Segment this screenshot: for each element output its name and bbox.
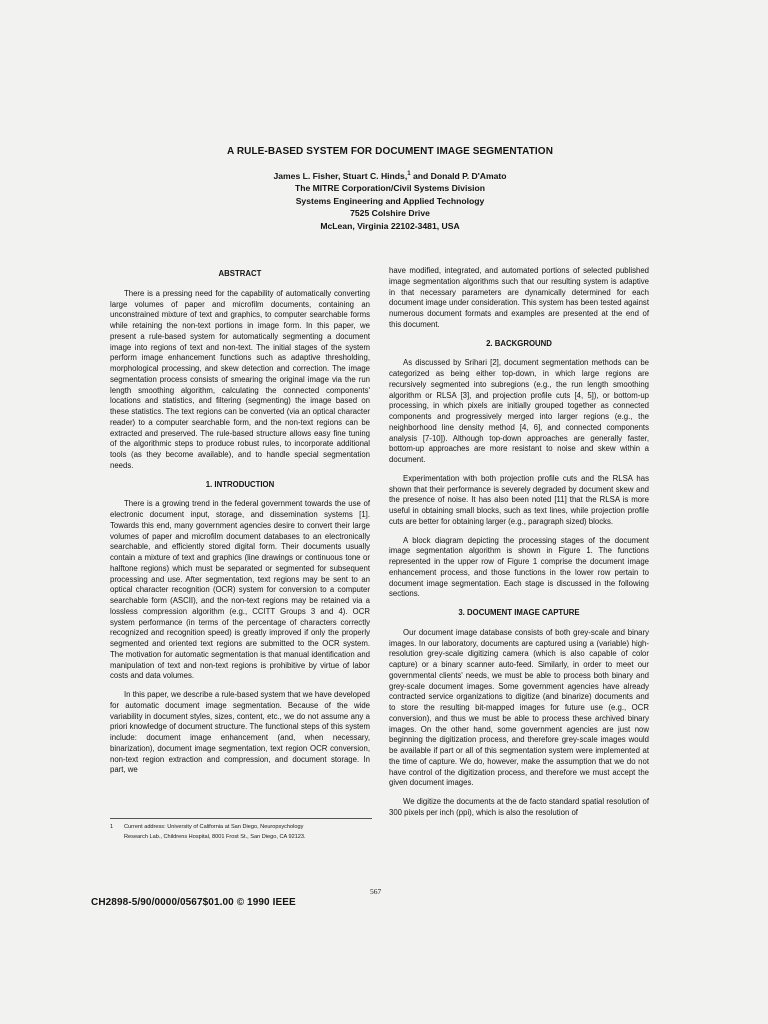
paper-title: A RULE-BASED SYSTEM FOR DOCUMENT IMAGE SEGMENTATION — [226, 146, 554, 157]
address-line-1: 7525 Colshire Drive — [350, 208, 430, 219]
capture-paragraph-1: Our document image database consists of both grey-scale and binary images. In our laboratory, documents are captured using a (variable) high-resolution grey-scale digitizing camera (which is also capable of color capture) or a binary scanner auto-feed. Similarly, in order to meet our governmental clients' needs, we must be able to process both binary and grey-scale document images. Some government agencies have already contracted service organizations to digitize (and binarize) documents and to store the resulting bit-mapped images for future use (e.g., OCR conversion), and thus we must be able to process these archived binary images. On the other hand, some government agencies are just now beginning the digitization process, and therefore grey-scale images would be available if part or all of this segmentation system were implemented at the time of capture. We do, however, make the assumption that we do not have control of the digitization process, and therefore we must accept the given document images. — [389, 627, 649, 788]
abstract-heading: ABSTRACT — [218, 269, 262, 278]
author-block — [180, 170, 600, 232]
author-names-main: James L. Fisher, Stuart C. Hinds, — [273, 171, 408, 181]
abstract-text: There is a pressing need for the capability of automatically converting large volumes of paper and microfilm documents, containing an unconstrained mixture of text and graphics, to computer searchable forms while retaining the non-text portions in image form. In this paper, we present a rule-based system for automatically segmenting a document image into regions of text and non-text. The initial stages of the system perform image enhancement functions such as adaptive thresholding, morphological processing, and skew detection and correction. The image segmentation process consists of smearing the original image via the run length smoothing algorithm, calculating the connected components' locations and statistics, and filtering (segmenting) the image based on these statistics. The text regions can be converted (via an optical character reader) to a computer searchable form, and the non-text regions can be extracted and preserved. The rule-based structure allows easy fine tuning of the algorithmic steps to produce robust rules, to incorporate additional tools (as they become available), and to handle special segmentation needs. — [110, 288, 370, 470]
affiliation-line-1: The MITRE Corporation/Civil Systems Division — [294, 183, 486, 194]
background-paragraph-2: Experimentation with both projection profile cuts and the RLSA has shown that their performance is severely degraded by document skew and the presence of noise. It has also been noted [11] that the RLSA is more useful in obtaining small blocks, such as text lines, while projection profile cuts are better for obtaining larger (e.g., paragraph sized) blocks. — [389, 473, 649, 526]
introduction-heading: 1. INTRODUCTION — [205, 479, 275, 489]
introduction-paragraph-2: In this paper, we describe a rule-based system that we have developed for automatic document image segmentation. Because of the wide variability in document styles, sizes, content, etc., we do not assume any a priori knowledge of document structure. The functional steps of this system include: document image enhancement (and, when necessary, binarization), document image segmentation, text region OCR conversion, non-text region extraction and compression, and document storage. In part, we — [110, 690, 370, 775]
footnote-number: 1 — [110, 824, 114, 830]
footnote-line-1 — [110, 823, 372, 833]
author-names-rest: and Donald P. D'Amato — [410, 171, 507, 181]
background-heading: 2. BACKGROUND — [486, 338, 552, 348]
capture-heading: 3. DOCUMENT IMAGE CAPTURE — [458, 608, 580, 617]
background-paragraph-1: As discussed by Srihari [2], document segmentation methods can be categorized as being either top-down, in which large regions are recursively segmented into subregions (e.g., the run length smoothing algorithm or RLSA [3], and projection profile cuts [4, 5]), or bottom-up processing, in which pixels are initially grouped together as connected components and progressively merged into larger regions (e.g., the neighborhood line density method [4, 6], and connected components analysis [7-10]). Although top-down approaches are generally faster, bottom-up approaches are more resistant to noise and skew within a document. — [389, 358, 649, 464]
capture-paragraph-2: We digitize the documents at the de facto standard spatial resolution of 300 pixels per inch (ppi), which is also the resolution of — [389, 797, 649, 817]
footnote-marker: 1 — [407, 171, 411, 177]
introduction-paragraph-1: There is a growing trend in the federal government towards the use of electronic document input, storage, and dissemination systems [1]. Towards this end, many government agencies desire to convert their large volumes of paper and microfilm document databases to an electronically searchable, and efficiently stored digital form. Their documents usually contain a mixture of text and graphics (line drawings or continuous tone or halftone regions) which must be separated or segmented for subsequent processing and use. After segmentation, text regions may be sent to an optical character recognition (OCR) system for conversion to a computer searchable form (ASCII), and the non-text regions may be retained via a lossless compression algorithm (e.g., CCITT Groups 3 and 4). OCR system performance (in terms of the percentage of characters correctly recognized and recognition speed) is greatly improved if only the properly segmented and oriented text regions are submitted to the OCR system. The motivation for automatic segmentation is that manual identification and manipulation of text and non-text regions is prohibitive by virtue of labor costs and data volumes. — [110, 499, 370, 681]
page-number: 567 — [370, 887, 382, 896]
author-names — [180, 170, 600, 182]
address-line-2: McLean, Virginia 22102-3481, USA — [320, 220, 460, 231]
footnote-line-2: Research Lab., Childrens Hospital, 8001 Frost St., San Diego, CA 92123. — [124, 833, 306, 840]
background-paragraph-3: A block diagram depicting the processing stages of the document image segmentation algorithm is shown in Figure 1. The functions represented in the upper row of Figure 1 comprise the document image enhancement process, and those functions in the lower row pertain to document image segmentation. Each stage is discussed in the following sections. — [389, 535, 649, 599]
continued-paragraph: have modified, integrated, and automated portions of selected published image segmentation algorithms such that our resulting system is adaptive in that necessary parameters are dynamically determined for each document image under consideration. This system has been tested against numerous document formats and examples are presented at the end of this document. — [389, 266, 649, 329]
right-column — [389, 266, 649, 827]
footnote — [110, 818, 372, 842]
copyright-line: CH2898-5/90/0000/0567$01.00 © 1990 IEEE — [91, 897, 296, 908]
footnote-text-1: Current address: University of California at San Diego, Neuropsychology — [124, 824, 304, 830]
left-column — [110, 266, 370, 784]
affiliation-line-2: Systems Engineering and Applied Technology — [295, 195, 485, 206]
